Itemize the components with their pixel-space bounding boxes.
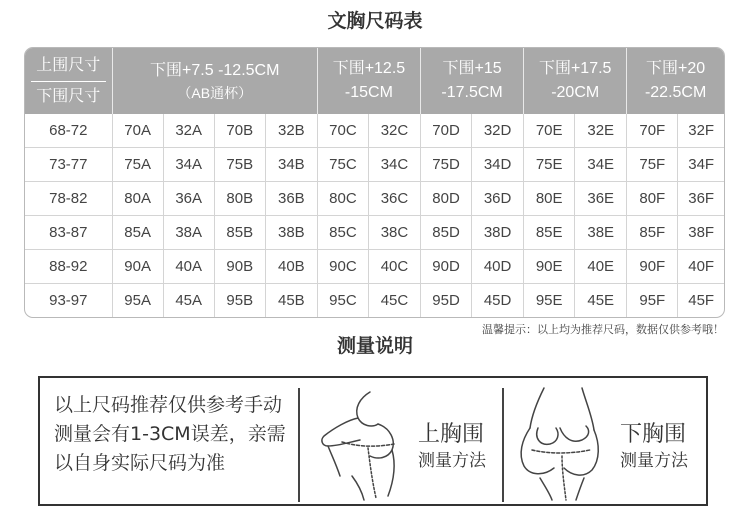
size-cell: 36B [265, 181, 317, 215]
size-cell: 32E [575, 114, 627, 147]
size-cell: 75B [214, 147, 265, 181]
cup-header-line1: 下围+12.5 [332, 60, 406, 77]
cup-header-line2: -17.5CM [441, 84, 503, 101]
size-cell: 38A [163, 215, 214, 249]
size-cell: 70B [214, 114, 265, 147]
size-cell: 38E [575, 215, 627, 249]
size-cell: 32C [368, 114, 420, 147]
table-row [25, 147, 724, 181]
under-bust-range-cell: 78-82 [25, 181, 112, 215]
cup-header-d [421, 48, 524, 114]
size-cell: 95E [524, 284, 575, 317]
cup-header-e [524, 48, 627, 114]
size-cell: 34B [265, 147, 317, 181]
size-cell: 38F [678, 215, 724, 249]
size-cell: 95F [627, 284, 678, 317]
size-cell: 32D [472, 114, 524, 147]
table-row [25, 181, 724, 215]
page-title: 文胸尺码表 [327, 10, 423, 32]
size-cell: 90B [214, 250, 265, 284]
size-cell: 36A [163, 181, 214, 215]
size-cell: 80F [627, 181, 678, 215]
measure-panel [38, 376, 708, 506]
size-cell: 38D [472, 215, 524, 249]
cup-header-line2: -20CM [551, 84, 600, 101]
size-cell: 34A [163, 147, 214, 181]
size-cell: 95D [421, 284, 472, 317]
size-cell: 95B [214, 284, 265, 317]
size-cell: 32B [265, 114, 317, 147]
size-cell: 36E [575, 181, 627, 215]
size-cell: 45B [265, 284, 317, 317]
size-cell: 95C [317, 284, 368, 317]
size-cell: 45E [575, 284, 627, 317]
size-cell: 75C [317, 147, 368, 181]
divider-left [298, 388, 300, 502]
size-cell: 45C [368, 284, 420, 317]
size-cell: 75F [627, 147, 678, 181]
table-row [25, 250, 724, 284]
size-cell: 80C [317, 181, 368, 215]
cup-header-line2: -22.5CM [644, 84, 707, 101]
size-cell: 40A [163, 250, 214, 284]
size-table-container [24, 47, 725, 318]
size-cell: 34D [472, 147, 524, 181]
size-cell: 80D [421, 181, 472, 215]
size-cell: 75A [112, 147, 163, 181]
size-cell: 45A [163, 284, 214, 317]
cup-header-ab [112, 48, 317, 114]
size-cell: 40E [575, 250, 627, 284]
upper-size-header: 上围尺寸 [31, 54, 106, 82]
size-cell: 75D [421, 147, 472, 181]
size-cell: 45F [688, 292, 715, 310]
upper-bust-label: 上胸围 [418, 422, 485, 447]
size-cell: 70F [627, 114, 678, 147]
size-cell: 90E [524, 250, 575, 284]
size-cell: 38C [368, 215, 420, 249]
upper-bust-method: 测量方法 [418, 451, 486, 471]
under-bust-range-cell: 73-77 [25, 147, 112, 181]
size-cell: 40C [368, 250, 420, 284]
cup-header-f [627, 48, 724, 114]
size-cell: 85B [214, 215, 265, 249]
size-cell: 85A [112, 215, 163, 249]
size-cell: 70A [112, 114, 163, 147]
size-cell: 40F [678, 250, 724, 284]
size-cell: 85F [627, 215, 678, 249]
under-size-header: 下围尺寸 [36, 87, 101, 105]
size-cell: 34F [678, 147, 724, 181]
divider-right [502, 388, 504, 502]
cup-header-c [317, 48, 420, 114]
size-table-body [25, 114, 724, 317]
measure-title: 测量说明 [336, 335, 413, 357]
size-cell: 34C [368, 147, 420, 181]
table-row [25, 284, 724, 317]
upper-bust-figure-icon [312, 384, 416, 502]
under-bust-range-cell: 68-72 [25, 114, 112, 147]
size-cell: 90D [421, 250, 472, 284]
size-cell: 70D [421, 114, 472, 147]
under-bust-range-cell: 88-92 [25, 250, 112, 284]
size-cell: 36D [472, 181, 524, 215]
cup-header-line2: （AB通杯） [177, 84, 253, 101]
size-cell: 40D [472, 250, 524, 284]
measure-advice: 以上尺码推荐仅供参考手动测量会有1-3CM误差，亲需以自身实际尺码为准 [54, 394, 286, 474]
size-cell: 36C [368, 181, 420, 215]
size-cell: 70C [317, 114, 368, 147]
cup-header-line1: 下围+7.5 -12.5CM [150, 61, 280, 79]
size-cell: 40B [265, 250, 317, 284]
size-cell: 90F [627, 250, 678, 284]
cup-header-line1: 下围+20 [646, 60, 706, 77]
size-table [25, 48, 724, 317]
cup-header-line2: -15CM [344, 84, 393, 101]
size-cell: 90C [317, 250, 368, 284]
size-cell: 80B [214, 181, 265, 215]
size-cell: 90A [112, 250, 163, 284]
under-bust-range-cell: 83-87 [25, 215, 112, 249]
under-bust-label: 下胸围 [620, 422, 687, 447]
under-bust-figure-icon [510, 384, 610, 502]
size-cell: 85E [524, 215, 575, 249]
table-header-row [25, 48, 724, 114]
size-cell: 75E [524, 147, 575, 181]
size-cell: 80E [524, 181, 575, 215]
size-cell: 38B [265, 215, 317, 249]
size-cell: 32A [163, 114, 214, 147]
size-cell: 95A [112, 284, 163, 317]
size-cell: 36F [678, 181, 724, 215]
size-header-cell [25, 48, 112, 114]
tip-note: 温馨提示：以上均为推荐尺码，数据仅供参考哦！ [482, 323, 724, 336]
under-bust-range-cell: 93-97 [25, 284, 112, 317]
size-cell: 34E [575, 147, 627, 181]
cup-header-line1: 下围+17.5 [538, 60, 612, 77]
cup-header-line1: 下围+15 [442, 60, 502, 77]
size-cell: 70E [524, 114, 575, 147]
size-cell: 85D [421, 215, 472, 249]
under-bust-method: 测量方法 [620, 451, 688, 471]
size-cell: 32F [678, 114, 724, 147]
table-row [25, 215, 724, 249]
table-row [25, 114, 724, 147]
size-cell: 85C [317, 215, 368, 249]
size-cell: 45D [472, 284, 524, 317]
size-cell: 80A [112, 181, 163, 215]
